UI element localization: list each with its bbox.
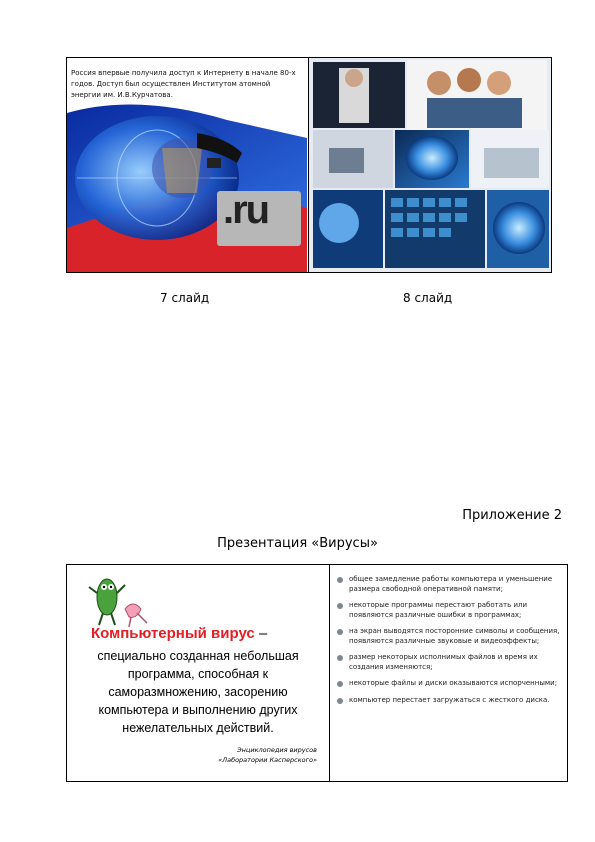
bullet-icon [337, 655, 343, 661]
virus-source-line-2: «Лаборатории Касперского» [218, 756, 317, 764]
symptom-text: общее замедление работы компьютера и уменьшение размера свободной оперативной памяти; [349, 575, 553, 593]
virus-symptoms-slide [331, 565, 567, 781]
bullet-icon [337, 629, 343, 635]
symptom-text: компьютер перестает загружаться с жесткого диска. [349, 695, 550, 704]
symptom-item [337, 679, 563, 689]
virus-definition-text: специально созданная небольшая программа, способная к саморазмножению, засорению компьютера и выполнению других нежелательных действий. [97, 649, 299, 735]
bullet-icon [337, 603, 343, 609]
bullet-icon [337, 698, 343, 704]
virus-source-line-1: Энциклопедия вирусов [237, 746, 317, 754]
slide-8 [309, 58, 551, 272]
slide-7 [67, 58, 307, 272]
slide-8-caption: 8 слайд [403, 291, 453, 305]
symptom-text: некоторые программы перестают работать или появляются различные ошибки в программах; [349, 601, 528, 619]
bullet-icon [337, 577, 343, 583]
symptom-item [337, 696, 563, 706]
symptom-item [337, 653, 563, 672]
symptom-text: на экран выводятся посторонние символы и сообщения, появляются различные звуковые и видеоэффекты; [349, 627, 560, 645]
symptom-item [337, 627, 563, 646]
virus-slide-divider [329, 564, 330, 782]
symptoms-list [337, 575, 563, 712]
symptom-text: некоторые файлы и диски оказываются испорченными; [349, 679, 558, 687]
symptom-text: размер некоторых исполнимых файлов и время их создания изменяются; [349, 653, 538, 671]
ru-logo-text: .ru [223, 188, 269, 232]
slide-7-caption: 7 слайд [160, 291, 210, 305]
virus-heading-dash: – [254, 625, 268, 642]
symptom-item [337, 575, 563, 594]
slide-7-text: Россия впервые получила доступ к Интернету в начале 80-х годов. Доступ был осуществлен Институтом атомной энергии им. И.В.Курчатова. [71, 69, 296, 99]
virus-heading-term: Компьютерный вирус [91, 625, 255, 642]
symptom-item [337, 601, 563, 620]
virus-source [218, 745, 317, 765]
bullet-icon [337, 681, 343, 687]
virus-heading [91, 625, 267, 642]
presentation-title: Презентация «Вирусы» [217, 536, 378, 551]
internet-collage-image [309, 58, 551, 272]
virus-cartoon-icon [85, 569, 155, 629]
virus-definition-slide [67, 565, 329, 781]
appendix-label: Приложение 2 [462, 508, 562, 523]
